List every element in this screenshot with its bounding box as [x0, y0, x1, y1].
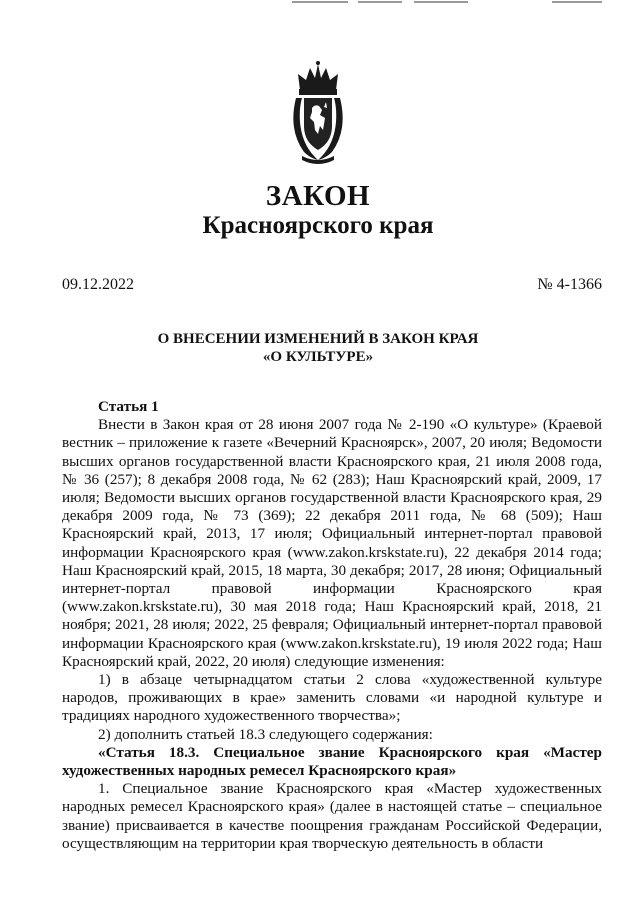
- new-article-paragraph-1: 1. Специальное звание Красноярского края «Мастер художественных народных ремесел Красноярского края» (далее в настоящей статье – специальное звание) присваивается в качестве поощрения гражданам Российской Федерации, осуществляющим на территории края творческую деятельность в области: [62, 780, 602, 852]
- issuer-title: Красноярского края: [202, 212, 434, 239]
- subject-line-2: «О КУЛЬТУРЕ»: [262, 349, 374, 365]
- scan-top-line: [358, 1, 402, 3]
- scan-top-line: [414, 1, 468, 3]
- article-body: [62, 398, 602, 853]
- amendment-item-2: 2) дополнить статьей 18.3 следующего содержания:: [98, 725, 433, 743]
- article-intro-paragraph: Внести в Закон края от 28 июня 2007 года № 2-190 «О культуре» (Краевой вестник – приложение к газете «Вечерний Красноярск», 2007, 20 июля; Ведомости высших органов государственной власти Красноярского края, 21 июля 2008 года, № 36 (257); 8 декабря 2008 года, № 62 (283); Наш Красноярский край, 2009, 17 июля; Ведомости высших органов государственной власти Красноярского края, 29 декабря 2009 года, № 73 (369); 22 декабря 2011 года, № 68 (509); Наш Красноярский край, 2013, 17 июля; Официальный интернет-портал правовой информации Красноярского края (www.zakon.krskstate.ru), 22 декабря 2014 года; Наш Красноярский край, 2015, 18 марта, 30 декабря; 2017, 28 июня; Официальный интернет-портал правовой информации Красноярского края (www.zakon.krskstate.ru), 30 мая 2018 года; Наш Красноярский край, 2018, 21 ноября; 2021, 28 июля; 2022, 25 февраля; Официальный интернет-портал правовой информации Красноярского края (www.zakon.krskstate.ru), 19 июля 2022 года; Наш Красноярский край, 2022, 20 июля) следующие изменения:: [62, 416, 602, 670]
- scan-top-line: [292, 1, 348, 3]
- new-article-title: «Статья 18.3. Специальное звание Красноярского края «Мастер художественных народных ремесел Красноярского края»: [62, 743, 602, 780]
- law-subject: [0, 330, 636, 366]
- scan-top-line: [552, 1, 602, 3]
- document-number: № 4-1366: [537, 276, 602, 293]
- article-heading: Статья 1: [98, 398, 159, 415]
- document-type-title: ЗАКОН: [265, 180, 371, 212]
- amendment-item-1: 1) в абзаце четырнадцатом статьи 2 слова «художественной культуре народов, проживающих в крае» заменить словами «и народной культуре и традициях народного художественного творчества»;: [62, 671, 602, 725]
- document-date: 09.12.2022: [62, 276, 134, 293]
- subject-line-1: О ВНЕСЕНИИ ИЗМЕНЕНИЙ В ЗАКОН КРАЯ: [157, 331, 479, 347]
- coat-of-arms-emblem: [288, 60, 348, 168]
